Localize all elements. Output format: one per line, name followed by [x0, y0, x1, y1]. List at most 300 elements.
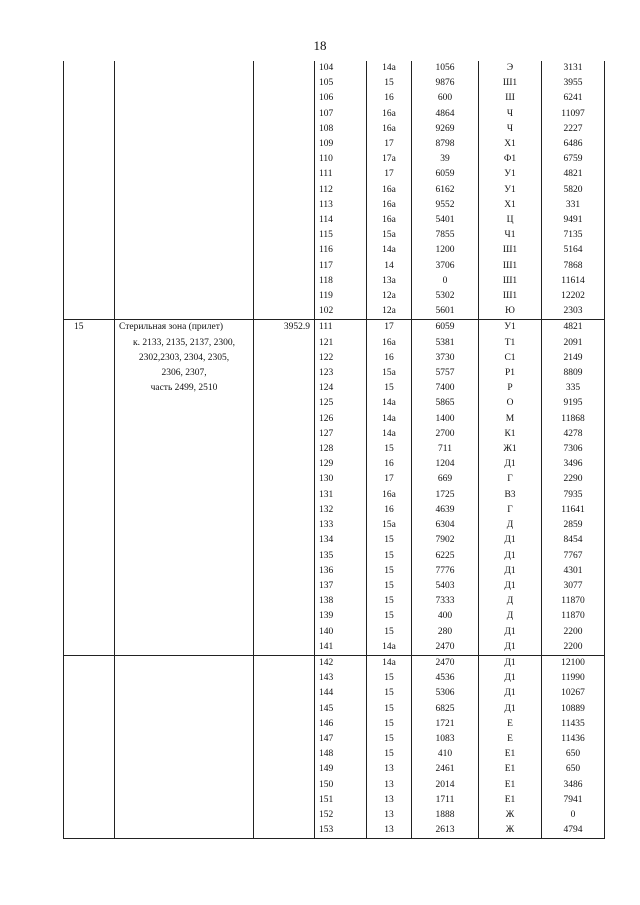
zone-name-cell — [115, 732, 254, 747]
table-row — [64, 793, 605, 808]
height-cell: 15 — [367, 686, 412, 701]
distance-cell: 7855 — [412, 228, 479, 243]
point-number-cell: 140 — [315, 625, 367, 640]
value-cell: 11870 — [542, 609, 605, 624]
direction-cell: Д1 — [479, 579, 542, 594]
direction-cell: Д1 — [479, 549, 542, 564]
distance-cell: 6059 — [412, 167, 479, 182]
zone-area-cell — [254, 717, 315, 732]
table-row — [64, 488, 605, 503]
table-row — [64, 167, 605, 182]
zone-number-cell — [64, 747, 115, 762]
zone-name-cell — [115, 198, 254, 213]
zone-area-cell — [254, 412, 315, 427]
zone-number-cell — [64, 686, 115, 701]
zone-number-cell — [64, 289, 115, 304]
zone-name-cell — [115, 427, 254, 442]
height-cell: 14a — [367, 396, 412, 411]
zone-number-cell — [64, 396, 115, 411]
zone-number-cell — [64, 228, 115, 243]
point-number-cell: 151 — [315, 793, 367, 808]
value-cell: 650 — [542, 747, 605, 762]
zone-area-cell — [254, 442, 315, 457]
point-number-cell: 135 — [315, 549, 367, 564]
table-row — [64, 61, 605, 76]
direction-cell: У1 — [479, 320, 542, 336]
zone-name-cell — [115, 702, 254, 717]
value-cell: 11990 — [542, 671, 605, 686]
table-row — [64, 381, 605, 396]
point-number-cell: 142 — [315, 655, 367, 671]
height-cell: 12a — [367, 289, 412, 304]
value-cell: 7135 — [542, 228, 605, 243]
height-cell: 15a — [367, 366, 412, 381]
point-number-cell: 136 — [315, 564, 367, 579]
zone-area-cell — [254, 686, 315, 701]
direction-cell: О — [479, 396, 542, 411]
zone-name-cell — [115, 564, 254, 579]
table-row — [64, 640, 605, 656]
zone-name-cell — [115, 61, 254, 76]
point-number-cell: 111 — [315, 167, 367, 182]
zone-number-cell — [64, 137, 115, 152]
height-cell: 16a — [367, 488, 412, 503]
table-row — [64, 762, 605, 777]
zone-area-cell — [254, 579, 315, 594]
zone-name-cell — [115, 289, 254, 304]
height-cell: 16a — [367, 198, 412, 213]
zone-number-cell — [64, 503, 115, 518]
zone-area-cell — [254, 793, 315, 808]
distance-cell: 9876 — [412, 76, 479, 91]
distance-cell: 2470 — [412, 655, 479, 671]
point-number-cell: 112 — [315, 183, 367, 198]
zone-name-cell — [115, 793, 254, 808]
zone-name-cell — [115, 457, 254, 472]
point-number-cell: 122 — [315, 351, 367, 366]
direction-cell: Ч — [479, 122, 542, 137]
direction-cell: Ш1 — [479, 289, 542, 304]
direction-cell: Д1 — [479, 533, 542, 548]
value-cell: 5820 — [542, 183, 605, 198]
point-number-cell: 117 — [315, 259, 367, 274]
value-cell: 11614 — [542, 274, 605, 289]
direction-cell: Е — [479, 732, 542, 747]
direction-cell: Г — [479, 503, 542, 518]
distance-cell: 1725 — [412, 488, 479, 503]
distance-cell: 1083 — [412, 732, 479, 747]
point-number-cell: 110 — [315, 152, 367, 167]
zone-name-cell — [115, 91, 254, 106]
distance-cell: 8798 — [412, 137, 479, 152]
distance-cell: 400 — [412, 609, 479, 624]
zone-name-cell — [115, 336, 254, 351]
value-cell: 12100 — [542, 655, 605, 671]
value-cell: 11870 — [542, 594, 605, 609]
zone-name-line: 2306, 2307, — [161, 368, 207, 379]
distance-cell: 1400 — [412, 412, 479, 427]
height-cell: 17 — [367, 167, 412, 182]
distance-cell: 4639 — [412, 503, 479, 518]
zone-name-cell — [115, 655, 254, 671]
distance-cell: 6825 — [412, 702, 479, 717]
direction-cell: Э — [479, 61, 542, 76]
table-row — [64, 320, 605, 336]
point-number-cell: 116 — [315, 243, 367, 258]
height-cell: 16a — [367, 107, 412, 122]
zone-name-cell — [115, 778, 254, 793]
zone-name-cell — [115, 259, 254, 274]
zone-number-cell — [64, 778, 115, 793]
table-row — [64, 366, 605, 381]
distance-cell: 2461 — [412, 762, 479, 777]
zone-area-cell — [254, 732, 315, 747]
zone-area-cell: 3952.9 — [254, 320, 315, 336]
zone-area-cell — [254, 243, 315, 258]
zone-area-cell — [254, 823, 315, 839]
zone-number-cell — [64, 91, 115, 106]
point-number-cell: 130 — [315, 472, 367, 487]
value-cell: 3496 — [542, 457, 605, 472]
distance-cell: 1200 — [412, 243, 479, 258]
zone-area-cell — [254, 152, 315, 167]
height-cell: 15 — [367, 442, 412, 457]
zone-name-cell — [115, 320, 254, 336]
direction-cell: Д1 — [479, 702, 542, 717]
value-cell: 7767 — [542, 549, 605, 564]
direction-cell: Е — [479, 717, 542, 732]
point-number-cell: 146 — [315, 717, 367, 732]
point-number-cell: 133 — [315, 518, 367, 533]
zone-name-cell — [115, 122, 254, 137]
distance-cell: 5403 — [412, 579, 479, 594]
zone-number-cell — [64, 549, 115, 564]
value-cell: 11097 — [542, 107, 605, 122]
zone-name-cell — [115, 351, 254, 366]
height-cell: 17 — [367, 137, 412, 152]
height-cell: 15 — [367, 702, 412, 717]
zone-area-cell — [254, 167, 315, 182]
zone-name-cell — [115, 579, 254, 594]
distance-cell: 1888 — [412, 808, 479, 823]
point-number-cell: 144 — [315, 686, 367, 701]
zone-name-cell — [115, 76, 254, 91]
zone-area-cell — [254, 427, 315, 442]
height-cell: 14a — [367, 61, 412, 76]
height-cell: 15 — [367, 671, 412, 686]
height-cell: 14 — [367, 259, 412, 274]
distance-cell: 6225 — [412, 549, 479, 564]
value-cell: 3955 — [542, 76, 605, 91]
height-cell: 15 — [367, 381, 412, 396]
value-cell: 2200 — [542, 625, 605, 640]
zone-area-cell — [254, 289, 315, 304]
zone-area-cell — [254, 381, 315, 396]
zone-number-cell — [64, 762, 115, 777]
zone-name-cell — [115, 747, 254, 762]
height-cell: 15 — [367, 609, 412, 624]
direction-cell: Е1 — [479, 778, 542, 793]
table-row — [64, 412, 605, 427]
table-row — [64, 671, 605, 686]
point-number-cell: 149 — [315, 762, 367, 777]
direction-cell: Ф1 — [479, 152, 542, 167]
zone-name-cell — [115, 503, 254, 518]
zone-number-cell — [64, 274, 115, 289]
table-row — [64, 549, 605, 564]
table-row — [64, 76, 605, 91]
zone-area-cell — [254, 213, 315, 228]
table-row — [64, 594, 605, 609]
height-cell: 16 — [367, 503, 412, 518]
zone-number-cell — [64, 625, 115, 640]
zone-name-line: 2302,2303, 2304, 2305, — [138, 352, 230, 363]
value-cell: 2149 — [542, 351, 605, 366]
table-row — [64, 472, 605, 487]
height-cell: 17 — [367, 472, 412, 487]
distance-cell: 1204 — [412, 457, 479, 472]
zone-name-cell — [115, 533, 254, 548]
point-number-cell: 109 — [315, 137, 367, 152]
table-row — [64, 183, 605, 198]
direction-cell: Ш1 — [479, 274, 542, 289]
zone-number-cell — [64, 442, 115, 457]
point-number-cell: 153 — [315, 823, 367, 839]
height-cell: 15 — [367, 76, 412, 91]
table-row — [64, 717, 605, 732]
value-cell: 3486 — [542, 778, 605, 793]
value-cell: 10889 — [542, 702, 605, 717]
distance-cell: 7333 — [412, 594, 479, 609]
table-row — [64, 579, 605, 594]
height-cell: 13 — [367, 808, 412, 823]
distance-cell: 5302 — [412, 289, 479, 304]
height-cell: 15a — [367, 228, 412, 243]
zone-name-cell — [115, 717, 254, 732]
distance-cell: 39 — [412, 152, 479, 167]
zone-area-cell — [254, 304, 315, 320]
height-cell: 15 — [367, 732, 412, 747]
point-number-cell: 131 — [315, 488, 367, 503]
distance-cell: 7902 — [412, 533, 479, 548]
zone-number-cell — [64, 671, 115, 686]
height-cell: 15 — [367, 625, 412, 640]
value-cell: 4821 — [542, 320, 605, 336]
point-number-cell: 138 — [315, 594, 367, 609]
point-number-cell: 115 — [315, 228, 367, 243]
value-cell: 10267 — [542, 686, 605, 701]
table-row — [64, 91, 605, 106]
zone-number-cell — [64, 457, 115, 472]
direction-cell: Ю — [479, 304, 542, 320]
table-row — [64, 655, 605, 671]
value-cell: 0 — [542, 808, 605, 823]
point-number-cell: 148 — [315, 747, 367, 762]
distance-cell: 4864 — [412, 107, 479, 122]
table-row — [64, 427, 605, 442]
zone-area-cell — [254, 76, 315, 91]
direction-cell: Д — [479, 518, 542, 533]
zone-name-cell — [115, 625, 254, 640]
zone-name-line: к. 2133, 2135, 2137, 2300, — [133, 337, 235, 348]
distance-cell: 9552 — [412, 198, 479, 213]
distance-cell: 3730 — [412, 351, 479, 366]
direction-cell: Д1 — [479, 640, 542, 656]
distance-cell: 5306 — [412, 686, 479, 701]
distance-cell: 1711 — [412, 793, 479, 808]
height-cell: 15 — [367, 533, 412, 548]
point-number-cell: 134 — [315, 533, 367, 548]
point-number-cell: 147 — [315, 732, 367, 747]
height-cell: 13 — [367, 762, 412, 777]
zone-name-cell — [115, 609, 254, 624]
value-cell: 5164 — [542, 243, 605, 258]
direction-cell: К1 — [479, 427, 542, 442]
value-cell: 12202 — [542, 289, 605, 304]
table-row — [64, 137, 605, 152]
zone-name-cell — [115, 396, 254, 411]
point-number-cell: 102 — [315, 304, 367, 320]
direction-cell: Ч1 — [479, 228, 542, 243]
height-cell: 15 — [367, 594, 412, 609]
zone-number-cell — [64, 167, 115, 182]
height-cell: 15 — [367, 549, 412, 564]
zone-name-cell — [115, 640, 254, 656]
zone-number-cell — [64, 640, 115, 656]
height-cell: 15 — [367, 717, 412, 732]
zone-name-cell — [115, 823, 254, 839]
point-number-cell: 118 — [315, 274, 367, 289]
zone-number-cell — [64, 427, 115, 442]
direction-cell: Д1 — [479, 671, 542, 686]
zone-number-cell — [64, 351, 115, 366]
value-cell: 4821 — [542, 167, 605, 182]
zone-area-cell — [254, 259, 315, 274]
zone-area-cell — [254, 702, 315, 717]
zone-name-cell — [115, 137, 254, 152]
zone-name-cell — [115, 412, 254, 427]
zone-number-cell — [64, 793, 115, 808]
value-cell: 4301 — [542, 564, 605, 579]
table-row — [64, 823, 605, 839]
direction-cell: Г — [479, 472, 542, 487]
point-number-cell: 111 — [315, 320, 367, 336]
zone-number-cell — [64, 61, 115, 76]
zone-name-cell — [115, 381, 254, 396]
zone-number-cell — [64, 717, 115, 732]
zone-name-cell — [115, 808, 254, 823]
zone-area-cell — [254, 274, 315, 289]
zone-area-cell — [254, 747, 315, 762]
distance-cell: 5381 — [412, 336, 479, 351]
table-row — [64, 609, 605, 624]
zone-name-cell — [115, 167, 254, 182]
table-row — [64, 289, 605, 304]
height-cell: 16a — [367, 122, 412, 137]
point-number-cell: 137 — [315, 579, 367, 594]
value-cell: 7941 — [542, 793, 605, 808]
zone-area-cell — [254, 351, 315, 366]
value-cell: 11641 — [542, 503, 605, 518]
distance-cell: 6304 — [412, 518, 479, 533]
zone-name-cell — [115, 549, 254, 564]
point-number-cell: 129 — [315, 457, 367, 472]
zone-area-cell — [254, 503, 315, 518]
value-cell: 8809 — [542, 366, 605, 381]
table-row — [64, 243, 605, 258]
table-row — [64, 152, 605, 167]
value-cell: 3131 — [542, 61, 605, 76]
table-row — [64, 732, 605, 747]
direction-cell: Ж — [479, 823, 542, 839]
zone-number-cell — [64, 183, 115, 198]
point-number-cell: 106 — [315, 91, 367, 106]
value-cell: 2290 — [542, 472, 605, 487]
zone-area-cell — [254, 61, 315, 76]
zone-number-cell — [64, 533, 115, 548]
table-row — [64, 702, 605, 717]
zone-number-cell — [64, 198, 115, 213]
zone-area-cell — [254, 778, 315, 793]
height-cell: 14a — [367, 412, 412, 427]
point-number-cell: 107 — [315, 107, 367, 122]
table-row — [64, 259, 605, 274]
zone-name-line: часть 2499, 2510 — [150, 383, 218, 394]
table-row — [64, 198, 605, 213]
zone-number-cell — [64, 76, 115, 91]
zone-number-cell — [64, 381, 115, 396]
zone-area-cell — [254, 609, 315, 624]
zone-number-cell — [64, 594, 115, 609]
value-cell: 7935 — [542, 488, 605, 503]
value-cell: 650 — [542, 762, 605, 777]
direction-cell: Ш1 — [479, 243, 542, 258]
direction-cell: У1 — [479, 167, 542, 182]
zone-name-cell — [115, 762, 254, 777]
distance-cell: 1721 — [412, 717, 479, 732]
value-cell: 2859 — [542, 518, 605, 533]
zone-number-cell — [64, 472, 115, 487]
zone-area-cell — [254, 122, 315, 137]
direction-cell: Ч — [479, 107, 542, 122]
value-cell: 7306 — [542, 442, 605, 457]
value-cell: 6241 — [542, 91, 605, 106]
zone-area-cell — [254, 198, 315, 213]
direction-cell: Ш1 — [479, 259, 542, 274]
value-cell: 9491 — [542, 213, 605, 228]
point-number-cell: 152 — [315, 808, 367, 823]
direction-cell: Ж1 — [479, 442, 542, 457]
height-cell: 17a — [367, 152, 412, 167]
direction-cell: М — [479, 412, 542, 427]
zone-area-cell — [254, 137, 315, 152]
direction-cell: Д1 — [479, 564, 542, 579]
value-cell: 3077 — [542, 579, 605, 594]
zone-area-cell — [254, 336, 315, 351]
direction-cell: Д1 — [479, 655, 542, 671]
point-number-cell: 105 — [315, 76, 367, 91]
table-row — [64, 518, 605, 533]
direction-cell: Д — [479, 609, 542, 624]
zone-area-cell — [254, 808, 315, 823]
zone-number-cell — [64, 259, 115, 274]
zone-number-cell — [64, 304, 115, 320]
zone-area-cell — [254, 366, 315, 381]
table-row — [64, 457, 605, 472]
zone-area-cell — [254, 488, 315, 503]
value-cell: 7868 — [542, 259, 605, 274]
zone-number-cell — [64, 518, 115, 533]
